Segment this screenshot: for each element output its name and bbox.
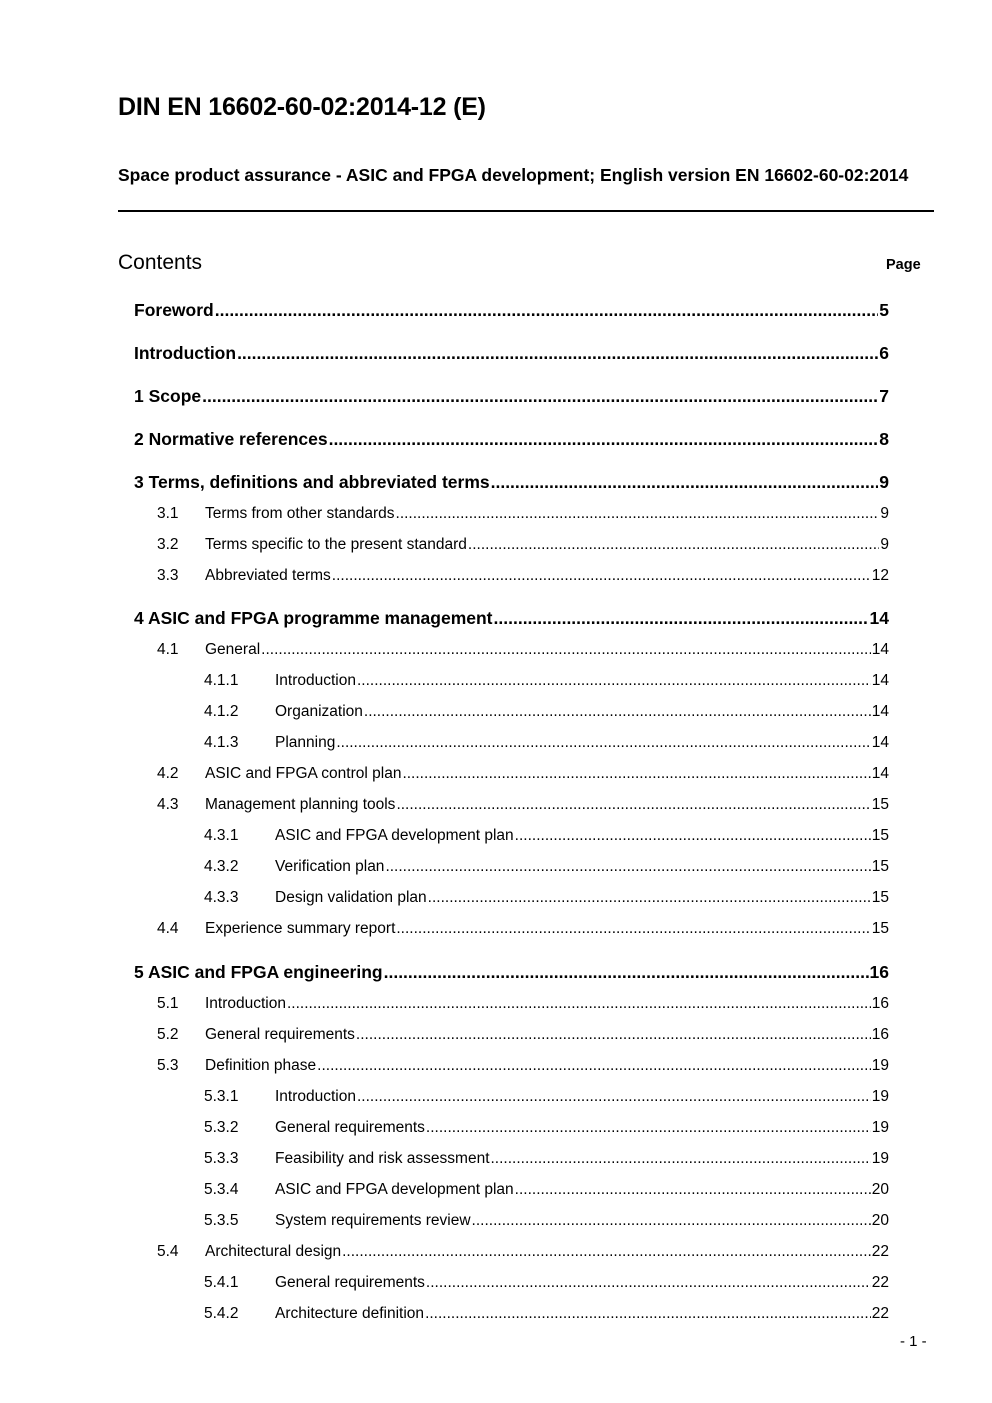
- toc-entry-title: Definition phase: [205, 1057, 317, 1074]
- toc-entry-page: 14: [871, 703, 889, 720]
- toc-entry-page: 15: [871, 920, 889, 937]
- toc-entry-number: 4.3: [157, 796, 179, 813]
- toc-entry-page: 19: [871, 1150, 889, 1167]
- toc-entry[interactable]: [204, 1181, 889, 1201]
- toc-dot-leader: [426, 1119, 871, 1137]
- toc-dot-leader: [468, 536, 879, 554]
- toc-dot-leader: [261, 641, 871, 659]
- toc-entry-title: Introduction: [275, 672, 356, 689]
- page-column-label: Page: [886, 257, 921, 273]
- toc-entry[interactable]: [204, 1088, 889, 1108]
- toc-entry-title: 1 Scope: [134, 386, 202, 406]
- toc-dot-leader: [237, 343, 878, 364]
- toc-dot-leader: [385, 858, 870, 876]
- toc-entry-page: 14: [871, 672, 889, 689]
- toc-entry[interactable]: [157, 505, 889, 525]
- document-id: DIN EN 16602-60-02:2014-12 (E): [118, 93, 486, 121]
- contents-heading: Contents: [118, 251, 203, 274]
- toc-entry-number: 5.3.2: [204, 1119, 239, 1136]
- toc-entry-page: 12: [871, 567, 889, 584]
- toc-entry[interactable]: [204, 1274, 889, 1294]
- toc-entry-page: 19: [871, 1057, 889, 1074]
- toc-entry-title: 3 Terms, definitions and abbreviated terms: [134, 472, 490, 492]
- toc-entry-title: Introduction: [134, 343, 237, 363]
- toc-entry[interactable]: [204, 889, 889, 909]
- toc-entry-page: 19: [871, 1088, 889, 1105]
- toc-entry-title: General: [205, 641, 261, 658]
- toc-entry-page: 16: [869, 962, 889, 982]
- toc-entry-number: 4.1.3: [204, 734, 239, 751]
- toc-entry-title: Terms from other standards: [205, 505, 395, 522]
- toc-entry[interactable]: [204, 1305, 889, 1325]
- toc-entry[interactable]: [204, 827, 889, 847]
- toc-entry-title: ASIC and FPGA development plan: [275, 827, 514, 844]
- toc-entry[interactable]: [157, 641, 889, 661]
- toc-entry-page: 14: [869, 608, 889, 628]
- toc-entry-title: Design validation plan: [275, 889, 427, 906]
- toc-dot-leader: [425, 1305, 871, 1323]
- toc-entry[interactable]: [134, 962, 889, 984]
- toc-dot-leader: [215, 300, 879, 321]
- toc-dot-leader: [202, 386, 878, 407]
- toc-dot-leader: [356, 1026, 871, 1044]
- toc-entry[interactable]: [157, 567, 889, 587]
- toc-dot-leader: [396, 505, 880, 523]
- toc-entry-number: 5.3.3: [204, 1150, 239, 1167]
- toc-entry-title: ASIC and FPGA control plan: [205, 765, 402, 782]
- toc-entry-page: 20: [871, 1212, 889, 1229]
- toc-entry-number: 5.3.4: [204, 1181, 239, 1198]
- toc-entry-number: 4.4: [157, 920, 179, 937]
- toc-entry-page: 16: [871, 1026, 889, 1043]
- toc-entry-page: 14: [871, 765, 889, 782]
- toc-entry[interactable]: [157, 920, 889, 940]
- toc-dot-leader: [494, 608, 869, 629]
- toc-dot-leader: [515, 827, 871, 845]
- toc-entry-title: Abbreviated terms: [205, 567, 331, 584]
- toc-entry-title: 2 Normative references: [134, 429, 328, 449]
- toc-entry-title: System requirements review: [275, 1212, 471, 1229]
- toc-entry[interactable]: [204, 858, 889, 878]
- toc-entry-title: ASIC and FPGA development plan: [275, 1181, 514, 1198]
- toc-entry-number: 4.1: [157, 641, 179, 658]
- toc-entry-title: Foreword: [134, 300, 214, 320]
- toc-entry-title: General requirements: [275, 1119, 425, 1136]
- toc-entry-page: 7: [879, 386, 889, 406]
- toc-entry[interactable]: [134, 472, 889, 494]
- toc-dot-leader: [402, 765, 870, 783]
- toc-entry-page: 15: [871, 858, 889, 875]
- toc-entry-title: Terms specific to the present standard: [205, 536, 467, 553]
- toc-entry-number: 4.3.3: [204, 889, 239, 906]
- toc-dot-leader: [428, 889, 871, 907]
- toc-entry-number: 5.4.1: [204, 1274, 239, 1291]
- toc-dot-leader: [491, 472, 879, 493]
- toc-entry-title: Architectural design: [205, 1243, 342, 1260]
- toc-entry[interactable]: [204, 734, 889, 754]
- toc-entry-number: 5.1: [157, 995, 179, 1012]
- document-subtitle: Space product assurance - ASIC and FPGA development; English version EN 16602-60-02:2014: [118, 165, 909, 185]
- toc-entry[interactable]: [204, 672, 889, 692]
- toc-entry-page: 6: [879, 343, 889, 363]
- toc-entry-page: 15: [871, 889, 889, 906]
- toc-entry[interactable]: [157, 1057, 889, 1077]
- toc-entry-title: Introduction: [275, 1088, 356, 1105]
- toc-entry[interactable]: [134, 429, 889, 451]
- toc-entry-title: Introduction: [205, 995, 286, 1012]
- toc-entry-number: 4.1.1: [204, 672, 239, 689]
- toc-dot-leader: [364, 703, 871, 721]
- toc-dot-leader: [426, 1274, 871, 1292]
- toc-entry[interactable]: [204, 703, 889, 723]
- toc-entry-page: 22: [871, 1243, 889, 1260]
- toc-entry-number: 4.2: [157, 765, 179, 782]
- toc-entry-number: 5.3.5: [204, 1212, 239, 1229]
- toc-entry-page: 9: [880, 505, 889, 522]
- toc-entry-number: 3.1: [157, 505, 179, 522]
- toc-entry-page: 9: [879, 472, 889, 492]
- toc-entry[interactable]: [157, 765, 889, 785]
- toc-entry-page: 9: [880, 536, 889, 553]
- toc-entry[interactable]: [204, 1150, 889, 1170]
- toc-dot-leader: [515, 1181, 871, 1199]
- toc-entry-title: Experience summary report: [205, 920, 396, 937]
- toc-entry-title: 4 ASIC and FPGA programme management: [134, 608, 493, 628]
- toc-dot-leader: [491, 1150, 871, 1168]
- toc-entry-number: 5.3.1: [204, 1088, 239, 1105]
- toc-entry[interactable]: [157, 1243, 889, 1263]
- footer-page-number: - 1 -: [900, 1333, 927, 1350]
- toc-entry-number: 5.2: [157, 1026, 179, 1043]
- toc-entry-number: 4.1.2: [204, 703, 239, 720]
- toc-entry-number: 3.2: [157, 536, 179, 553]
- toc-entry-page: 5: [879, 300, 889, 320]
- toc-entry-title: Architecture definition: [275, 1305, 425, 1322]
- toc-entry[interactable]: [157, 536, 889, 556]
- toc-entry-title: Verification plan: [275, 858, 385, 875]
- toc-dot-leader: [357, 672, 871, 690]
- toc-entry-page: 15: [871, 796, 889, 813]
- toc-dot-leader: [317, 1057, 871, 1075]
- toc-dot-leader: [336, 734, 870, 752]
- toc-dot-leader: [384, 962, 869, 983]
- toc-entry-page: 19: [871, 1119, 889, 1136]
- toc-entry-title: 5 ASIC and FPGA engineering: [134, 962, 383, 982]
- toc-entry-number: 4.3.1: [204, 827, 239, 844]
- toc-entry-number: 5.4: [157, 1243, 179, 1260]
- toc-entry-title: Organization: [275, 703, 363, 720]
- toc-dot-leader: [472, 1212, 871, 1230]
- toc-entry-page: 15: [871, 827, 889, 844]
- toc-entry-page: 14: [871, 734, 889, 751]
- toc-entry-page: 14: [871, 641, 889, 658]
- toc-entry[interactable]: [204, 1119, 889, 1139]
- toc-dot-leader: [396, 920, 870, 938]
- toc-dot-leader: [329, 429, 879, 450]
- toc-dot-leader: [342, 1243, 871, 1261]
- toc-entry-title: General requirements: [275, 1274, 425, 1291]
- toc-entry-page: 16: [871, 995, 889, 1012]
- toc-entry-title: Planning: [275, 734, 336, 751]
- toc-entry-title: Feasibility and risk assessment: [275, 1150, 490, 1167]
- toc-dot-leader: [287, 995, 871, 1013]
- toc-entry[interactable]: [157, 1026, 889, 1046]
- toc-entry[interactable]: [157, 796, 889, 816]
- toc-entry-page: 20: [871, 1181, 889, 1198]
- toc-entry[interactable]: [134, 343, 889, 365]
- toc-entry-number: 4.3.2: [204, 858, 239, 875]
- toc-entry[interactable]: [157, 995, 889, 1015]
- toc-entry-number: 5.4.2: [204, 1305, 239, 1322]
- toc-entry[interactable]: [134, 300, 889, 322]
- toc-dot-leader: [332, 567, 871, 585]
- toc-dot-leader: [396, 796, 870, 814]
- toc-entry[interactable]: [134, 386, 889, 408]
- toc-entry-page: 22: [871, 1274, 889, 1291]
- toc-entry-number: 3.3: [157, 567, 179, 584]
- toc-entry-number: 5.3: [157, 1057, 179, 1074]
- toc-entry[interactable]: [134, 608, 889, 630]
- toc-entry[interactable]: [204, 1212, 889, 1232]
- toc-entry-page: 22: [871, 1305, 889, 1322]
- toc-dot-leader: [357, 1088, 871, 1106]
- toc-entry-page: 8: [879, 429, 889, 449]
- toc-entry-title: Management planning tools: [205, 796, 396, 813]
- toc-entry-title: General requirements: [205, 1026, 355, 1043]
